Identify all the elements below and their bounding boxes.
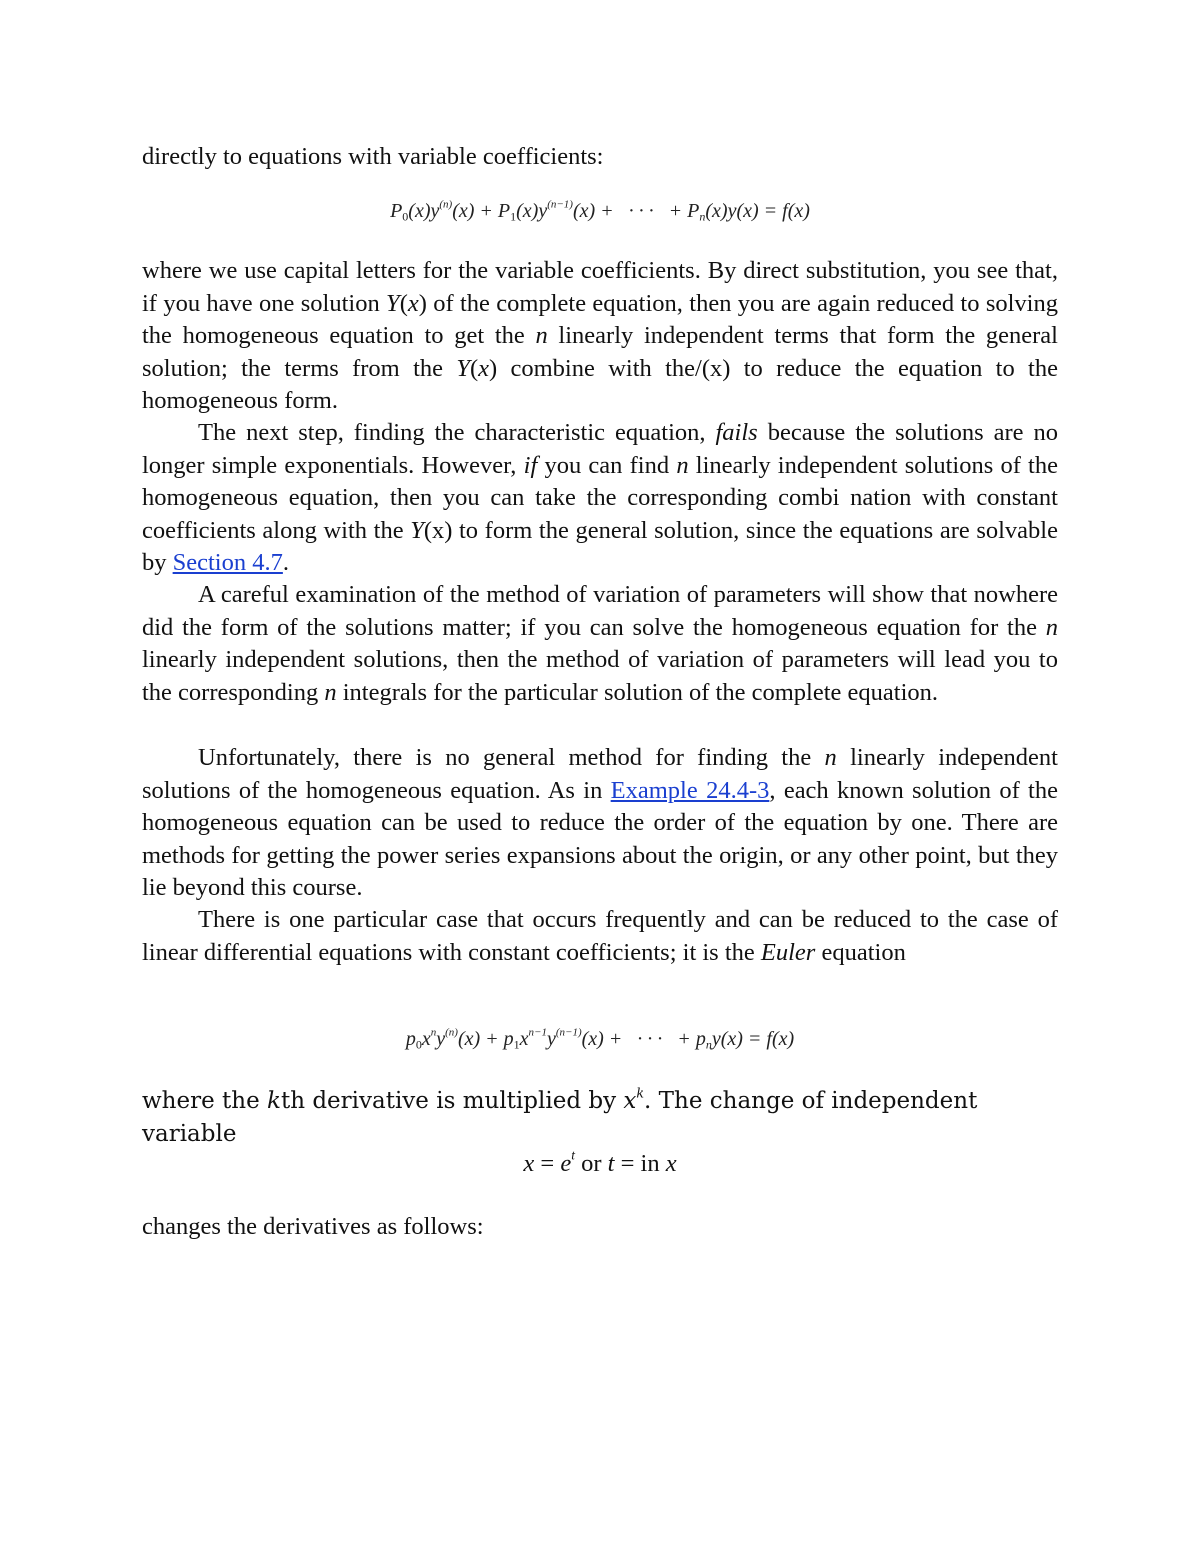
eq-symbol: P [687,200,700,222]
text-run: you can find [537,451,677,479]
eq-symbol: x [523,1150,535,1177]
eq-subscript: n [705,1037,712,1052]
intro-line: directly to equations with variable coefficients: [142,143,604,170]
eq-term: (x)y [408,200,440,222]
eq-term: (x) [771,1028,795,1050]
eq-symbol: p [503,1028,514,1050]
paragraph-capital-letters [142,255,1058,418]
change-of-variable-equation [0,1147,1200,1178]
text-run: linearly independent solutions, then the method of variation of parameters will lead you to the corresponding [142,646,1058,706]
text-run: because the solutions are no longer simple exponentials. However, [142,419,1058,479]
eq-superscript: (n−1) [555,1026,582,1039]
math-symbol: x [478,354,490,382]
eq-symbol: f [782,200,788,222]
math-symbol: Y [410,516,424,544]
math-symbol: n [324,678,337,706]
eq-superscript: n−1 [528,1026,547,1039]
eq-term: (x) + [452,200,498,222]
eq-term: (x) + · · · + [572,200,688,222]
math-symbol: x [623,1088,637,1114]
text-run: . [282,549,289,576]
text-run: th derivative is multiplied by [280,1088,624,1114]
eq-superscript: (n) [445,1026,458,1039]
eq-subscript: 0 [402,209,409,224]
paragraph-no-general-method [142,742,1058,905]
text-run: (x) to form the general solution, since the equations are solvable by [142,516,1058,576]
text-run: There is one particular case that occurs frequently and can be reduced to the case of linear differential equations with constant coefficients; it is the [142,906,1058,966]
text-run: equation [815,938,906,966]
text-run: A careful examination of the method of variation of parameters will show that nowhere did the form of the solutions matter; if you can solve the homogeneous equation for the [142,581,1058,641]
eq-symbol: x [519,1028,529,1050]
eq-subscript: 1 [510,209,517,224]
text-run: ) combine with the/(x) to reduce the equation to the homogeneous form. [142,354,1058,414]
text-run: Unfortunately, there is no general method for finding the [198,744,825,771]
paragraph-variation-of-parameters [142,579,1058,709]
eq-symbol: p [695,1028,706,1050]
closing-line: changes the derivatives as follows: [142,1213,484,1240]
eq-term: (x)y [516,200,548,222]
eq-term: (x) [787,200,810,222]
eq-symbol: y [436,1028,446,1050]
eq-superscript: (n−1) [547,198,573,211]
eq-symbol: f [766,1028,772,1050]
eq-symbol: x [421,1028,431,1050]
math-symbol: n [535,322,548,349]
kth-derivative-line [142,1085,1058,1150]
eq-superscript: n [430,1026,437,1039]
math-symbol: x [407,289,419,317]
eq-term: (x) + · · · + [581,1028,696,1050]
eq-superscript: t [571,1147,575,1163]
math-symbol: n [1045,613,1058,641]
math-symbol: n [676,451,689,479]
eq-subscript: 1 [513,1037,520,1052]
eq-subscript: 0 [415,1037,422,1052]
eq-term: (x) + [457,1028,504,1050]
emphasis-text: if [523,451,538,479]
text-run: where we use capital letters for the variable coefficients. By direct substitution, you see that, if you have one solution [142,257,1058,317]
text-run: , each known solution of the homogeneous equation can be used to reduce the order of the equation by one. There are methods for getting the power series expansions about the origin, or any other point, but they lie beyond this course. [142,776,1058,901]
math-symbol: k [267,1088,281,1114]
eq-symbol: y [546,1028,556,1050]
eq-symbol: e [560,1150,572,1177]
text-run: linearly independent solutions of the homogeneous equation. As in [142,744,1058,804]
paragraph-euler-intro [142,904,1058,969]
math-superscript: k [636,1085,645,1101]
text-run: ( [469,354,479,382]
math-symbol: n [824,744,837,771]
eq-term: y(x) = [711,1028,767,1050]
text-run: integrals for the particular solution of the complete equation. [336,678,939,706]
emphasis-text: Euler [760,938,816,966]
paragraph-characteristic-equation [142,417,1058,580]
eq-term: = [534,1150,561,1177]
eq-superscript: (n) [439,198,453,211]
eq-symbol: p [405,1028,416,1050]
eq-term: or [574,1150,608,1177]
text-run: ( [399,289,408,317]
eq-symbol: x [665,1150,677,1177]
text-run: The next step, finding the characteristic equation, [198,419,716,446]
example-link[interactable]: Example 24.4-3 [610,776,770,804]
math-symbol: Y [386,289,400,317]
eq-symbol: P [497,200,511,222]
text-run: linearly independent solutions of the homogeneous equation, then you can take the corresponding combi nation with constant coefficients along with the [142,451,1058,544]
text-run: where the [142,1088,268,1114]
emphasis-text: fails [715,419,758,446]
eq-term: (x)y(x) = [705,200,783,222]
text-run: . The change of independent variable [142,1088,978,1147]
math-symbol: Y [456,354,470,382]
eq-term: = in [614,1150,666,1177]
section-link[interactable]: Section 4.7 [172,549,283,576]
text-run: ) of the complete equation, then you are again reduced to solving the homogeneous equation to get the [142,289,1058,349]
euler-equation [0,1028,1200,1051]
text-run: linearly independent terms that form the general solution; the terms from the [142,322,1058,382]
eq-symbol: P [390,200,403,222]
eq-symbol: t [607,1150,615,1177]
variable-coefficient-equation [0,200,1200,223]
eq-subscript: n [699,209,706,224]
